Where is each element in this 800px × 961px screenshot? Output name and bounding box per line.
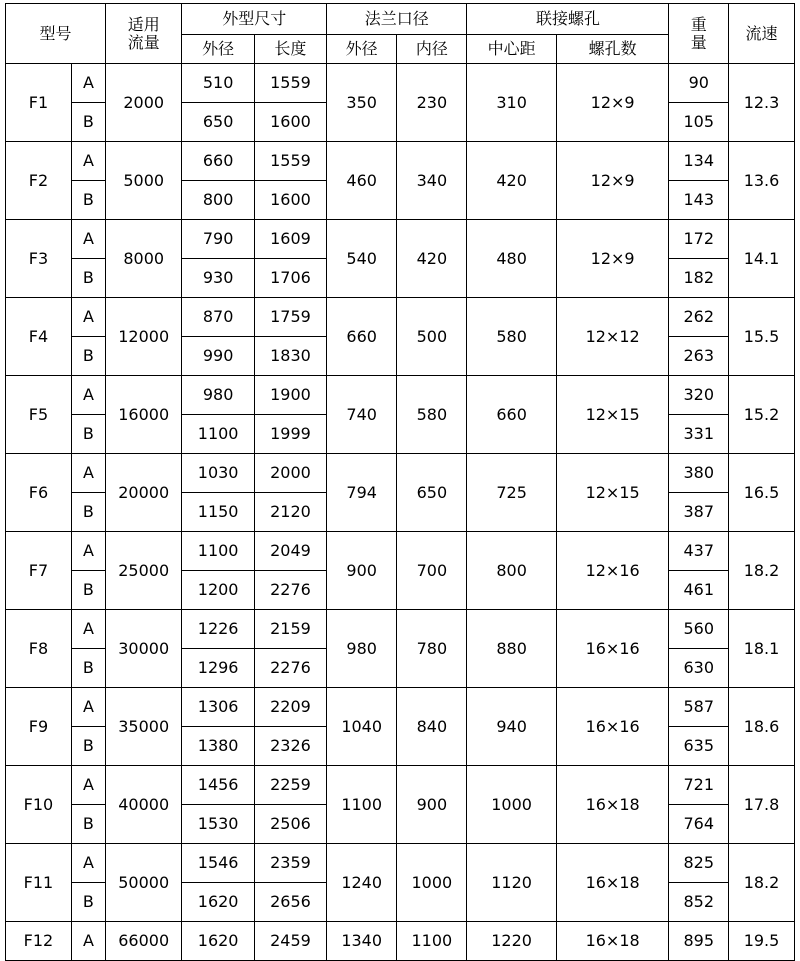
- cell-weight: 262: [669, 298, 729, 337]
- cell-model: F11: [6, 844, 72, 922]
- table-header-row-1: [6, 4, 795, 35]
- cell-bolt-count: 12×15: [556, 376, 669, 454]
- header-flange-inner: 内径: [397, 35, 467, 64]
- cell-weight: 437: [669, 532, 729, 571]
- cell-variant: B: [71, 649, 105, 688]
- header-flange-outer: 外径: [327, 35, 397, 64]
- cell-weight: 635: [669, 727, 729, 766]
- header-flow-rate-line2: 流量: [127, 32, 160, 52]
- cell-variant: B: [71, 805, 105, 844]
- table-row: [6, 376, 795, 415]
- cell-variant: A: [71, 532, 105, 571]
- cell-dimension-length: 2209: [254, 688, 326, 727]
- cell-flange-inner: 700: [397, 532, 467, 610]
- cell-flange-outer: 980: [327, 610, 397, 688]
- cell-flange-inner: 900: [397, 766, 467, 844]
- cell-variant: B: [71, 415, 105, 454]
- cell-flow-rate: 20000: [105, 454, 182, 532]
- cell-velocity: 15.5: [729, 298, 795, 376]
- cell-model: F10: [6, 766, 72, 844]
- cell-dimension-outer: 870: [182, 298, 254, 337]
- cell-dimension-outer: 1380: [182, 727, 254, 766]
- cell-weight: 560: [669, 610, 729, 649]
- cell-variant: A: [71, 142, 105, 181]
- cell-weight: 105: [669, 103, 729, 142]
- cell-dimension-outer: 1100: [182, 415, 254, 454]
- cell-weight: 825: [669, 844, 729, 883]
- cell-velocity: 12.3: [729, 64, 795, 142]
- cell-variant: B: [71, 571, 105, 610]
- cell-dimension-length: 2159: [254, 610, 326, 649]
- cell-weight: 143: [669, 181, 729, 220]
- cell-bolt-count: 12×9: [556, 220, 669, 298]
- cell-flange-outer: 540: [327, 220, 397, 298]
- header-dimensions-length: 长度: [254, 35, 326, 64]
- cell-model: F9: [6, 688, 72, 766]
- cell-flange-inner: 340: [397, 142, 467, 220]
- cell-velocity: 14.1: [729, 220, 795, 298]
- table-row: [6, 688, 795, 727]
- cell-weight: 764: [669, 805, 729, 844]
- cell-bolt-count: 12×9: [556, 142, 669, 220]
- cell-flow-rate: 12000: [105, 298, 182, 376]
- cell-flow-rate: 2000: [105, 64, 182, 142]
- cell-flow-rate: 16000: [105, 376, 182, 454]
- cell-dimension-outer: 1296: [182, 649, 254, 688]
- table-row: [6, 922, 795, 961]
- table-row: [6, 766, 795, 805]
- cell-weight: 630: [669, 649, 729, 688]
- cell-flange-outer: 1340: [327, 922, 397, 961]
- cell-model: F6: [6, 454, 72, 532]
- cell-dimension-length: 2359: [254, 844, 326, 883]
- table-row: [6, 454, 795, 493]
- cell-bolt-count: 12×9: [556, 64, 669, 142]
- cell-dimension-outer: 1530: [182, 805, 254, 844]
- cell-weight: 387: [669, 493, 729, 532]
- cell-variant: B: [71, 493, 105, 532]
- cell-flange-inner: 780: [397, 610, 467, 688]
- cell-dimension-outer: 1620: [182, 922, 254, 961]
- cell-dimension-length: 2276: [254, 571, 326, 610]
- cell-flange-inner: 840: [397, 688, 467, 766]
- cell-dimension-outer: 510: [182, 64, 254, 103]
- cell-velocity: 18.2: [729, 532, 795, 610]
- cell-flange-inner: 1000: [397, 844, 467, 922]
- cell-flow-rate: 40000: [105, 766, 182, 844]
- cell-flange-outer: 740: [327, 376, 397, 454]
- cell-weight: 587: [669, 688, 729, 727]
- cell-variant: A: [71, 610, 105, 649]
- cell-variant: B: [71, 337, 105, 376]
- cell-flange-outer: 900: [327, 532, 397, 610]
- cell-bolt-center: 480: [467, 220, 556, 298]
- specification-table: [5, 3, 795, 961]
- cell-dimension-outer: 1456: [182, 766, 254, 805]
- cell-weight: 721: [669, 766, 729, 805]
- header-bolt-center: 中心距: [467, 35, 556, 64]
- cell-velocity: 18.1: [729, 610, 795, 688]
- cell-bolt-center: 310: [467, 64, 556, 142]
- header-dimensions-outer: 外径: [182, 35, 254, 64]
- cell-bolt-center: 1220: [467, 922, 556, 961]
- cell-weight: 331: [669, 415, 729, 454]
- cell-dimension-length: 1900: [254, 376, 326, 415]
- cell-dimension-length: 2049: [254, 532, 326, 571]
- cell-weight: 134: [669, 142, 729, 181]
- cell-velocity: 19.5: [729, 922, 795, 961]
- cell-flange-outer: 660: [327, 298, 397, 376]
- cell-dimension-outer: 1546: [182, 844, 254, 883]
- header-weight-line1: 重: [690, 14, 707, 34]
- cell-dimension-outer: 1620: [182, 883, 254, 922]
- cell-dimension-outer: 1100: [182, 532, 254, 571]
- cell-flange-outer: 794: [327, 454, 397, 532]
- cell-velocity: 17.8: [729, 766, 795, 844]
- cell-model: F1: [6, 64, 72, 142]
- cell-model: F3: [6, 220, 72, 298]
- cell-weight: 172: [669, 220, 729, 259]
- cell-weight: 380: [669, 454, 729, 493]
- cell-dimension-length: 1706: [254, 259, 326, 298]
- cell-dimension-length: 1830: [254, 337, 326, 376]
- table-row: [6, 220, 795, 259]
- cell-bolt-center: 880: [467, 610, 556, 688]
- cell-model: F7: [6, 532, 72, 610]
- table-row: [6, 64, 795, 103]
- header-bolt: 联接螺孔: [467, 4, 669, 35]
- cell-variant: B: [71, 259, 105, 298]
- cell-flow-rate: 30000: [105, 610, 182, 688]
- cell-variant: A: [71, 844, 105, 883]
- cell-bolt-count: 16×18: [556, 844, 669, 922]
- cell-flange-outer: 1040: [327, 688, 397, 766]
- cell-flange-inner: 500: [397, 298, 467, 376]
- cell-bolt-count: 12×15: [556, 454, 669, 532]
- cell-velocity: 18.2: [729, 844, 795, 922]
- cell-weight: 461: [669, 571, 729, 610]
- cell-weight: 895: [669, 922, 729, 961]
- cell-variant: A: [71, 298, 105, 337]
- cell-flange-inner: 420: [397, 220, 467, 298]
- cell-variant: B: [71, 181, 105, 220]
- cell-dimension-outer: 990: [182, 337, 254, 376]
- cell-bolt-count: 16×18: [556, 766, 669, 844]
- cell-dimension-outer: 1030: [182, 454, 254, 493]
- cell-dimension-outer: 800: [182, 181, 254, 220]
- cell-velocity: 18.6: [729, 688, 795, 766]
- cell-dimension-length: 2276: [254, 649, 326, 688]
- cell-model: F5: [6, 376, 72, 454]
- cell-dimension-length: 2259: [254, 766, 326, 805]
- cell-dimension-outer: 650: [182, 103, 254, 142]
- cell-weight: 263: [669, 337, 729, 376]
- cell-flange-outer: 350: [327, 64, 397, 142]
- cell-flange-outer: 1100: [327, 766, 397, 844]
- header-velocity: 流速: [729, 4, 795, 64]
- cell-variant: A: [71, 688, 105, 727]
- table-row: [6, 532, 795, 571]
- cell-dimension-length: 1600: [254, 181, 326, 220]
- cell-bolt-center: 1120: [467, 844, 556, 922]
- header-flange: 法兰口径: [327, 4, 467, 35]
- cell-variant: A: [71, 454, 105, 493]
- cell-flange-inner: 580: [397, 376, 467, 454]
- cell-flange-inner: 650: [397, 454, 467, 532]
- cell-bolt-count: 16×18: [556, 922, 669, 961]
- cell-dimension-outer: 930: [182, 259, 254, 298]
- cell-model: F2: [6, 142, 72, 220]
- cell-bolt-count: 12×16: [556, 532, 669, 610]
- cell-variant: A: [71, 64, 105, 103]
- cell-variant: B: [71, 883, 105, 922]
- cell-dimension-length: 1559: [254, 64, 326, 103]
- cell-bolt-count: 16×16: [556, 610, 669, 688]
- cell-dimension-outer: 790: [182, 220, 254, 259]
- cell-weight: 320: [669, 376, 729, 415]
- cell-weight: 182: [669, 259, 729, 298]
- header-weight: [669, 4, 729, 64]
- cell-dimension-length: 1609: [254, 220, 326, 259]
- table-row: [6, 298, 795, 337]
- cell-flow-rate: 25000: [105, 532, 182, 610]
- cell-model: F8: [6, 610, 72, 688]
- cell-dimension-length: 1559: [254, 142, 326, 181]
- cell-flow-rate: 35000: [105, 688, 182, 766]
- cell-variant: A: [71, 220, 105, 259]
- table-row: [6, 844, 795, 883]
- cell-flow-rate: 66000: [105, 922, 182, 961]
- cell-dimension-length: 1759: [254, 298, 326, 337]
- cell-bolt-count: 16×16: [556, 688, 669, 766]
- cell-dimension-length: 2000: [254, 454, 326, 493]
- cell-variant: A: [71, 376, 105, 415]
- table-row: [6, 142, 795, 181]
- header-flow-rate-line1: 适用: [127, 14, 160, 34]
- cell-variant: B: [71, 727, 105, 766]
- cell-bolt-center: 940: [467, 688, 556, 766]
- cell-dimension-outer: 1226: [182, 610, 254, 649]
- header-model: 型号: [6, 4, 106, 64]
- cell-variant: A: [71, 766, 105, 805]
- cell-dimension-length: 2656: [254, 883, 326, 922]
- cell-dimension-outer: 660: [182, 142, 254, 181]
- cell-flange-inner: 230: [397, 64, 467, 142]
- cell-bolt-center: 725: [467, 454, 556, 532]
- cell-dimension-length: 1600: [254, 103, 326, 142]
- cell-bolt-center: 660: [467, 376, 556, 454]
- cell-flange-outer: 460: [327, 142, 397, 220]
- cell-flange-outer: 1240: [327, 844, 397, 922]
- cell-bolt-center: 420: [467, 142, 556, 220]
- cell-dimension-length: 2120: [254, 493, 326, 532]
- cell-flow-rate: 8000: [105, 220, 182, 298]
- cell-model: F4: [6, 298, 72, 376]
- cell-velocity: 16.5: [729, 454, 795, 532]
- cell-dimension-outer: 1150: [182, 493, 254, 532]
- cell-variant: A: [71, 922, 105, 961]
- header-bolt-count: 螺孔数: [556, 35, 669, 64]
- cell-dimension-length: 1999: [254, 415, 326, 454]
- cell-dimension-length: 2326: [254, 727, 326, 766]
- cell-flow-rate: 5000: [105, 142, 182, 220]
- cell-flange-inner: 1100: [397, 922, 467, 961]
- cell-weight: 852: [669, 883, 729, 922]
- header-dimensions: 外型尺寸: [182, 4, 327, 35]
- cell-flow-rate: 50000: [105, 844, 182, 922]
- cell-dimension-length: 2459: [254, 922, 326, 961]
- cell-dimension-length: 2506: [254, 805, 326, 844]
- table-row: [6, 610, 795, 649]
- cell-dimension-outer: 980: [182, 376, 254, 415]
- cell-velocity: 15.2: [729, 376, 795, 454]
- cell-variant: B: [71, 103, 105, 142]
- cell-bolt-center: 580: [467, 298, 556, 376]
- cell-weight: 90: [669, 64, 729, 103]
- header-flow-rate: [105, 4, 182, 64]
- cell-dimension-outer: 1200: [182, 571, 254, 610]
- cell-bolt-center: 800: [467, 532, 556, 610]
- header-weight-line2: 量: [690, 32, 707, 52]
- cell-bolt-center: 1000: [467, 766, 556, 844]
- cell-velocity: 13.6: [729, 142, 795, 220]
- cell-dimension-outer: 1306: [182, 688, 254, 727]
- cell-bolt-count: 12×12: [556, 298, 669, 376]
- cell-model: F12: [6, 922, 72, 961]
